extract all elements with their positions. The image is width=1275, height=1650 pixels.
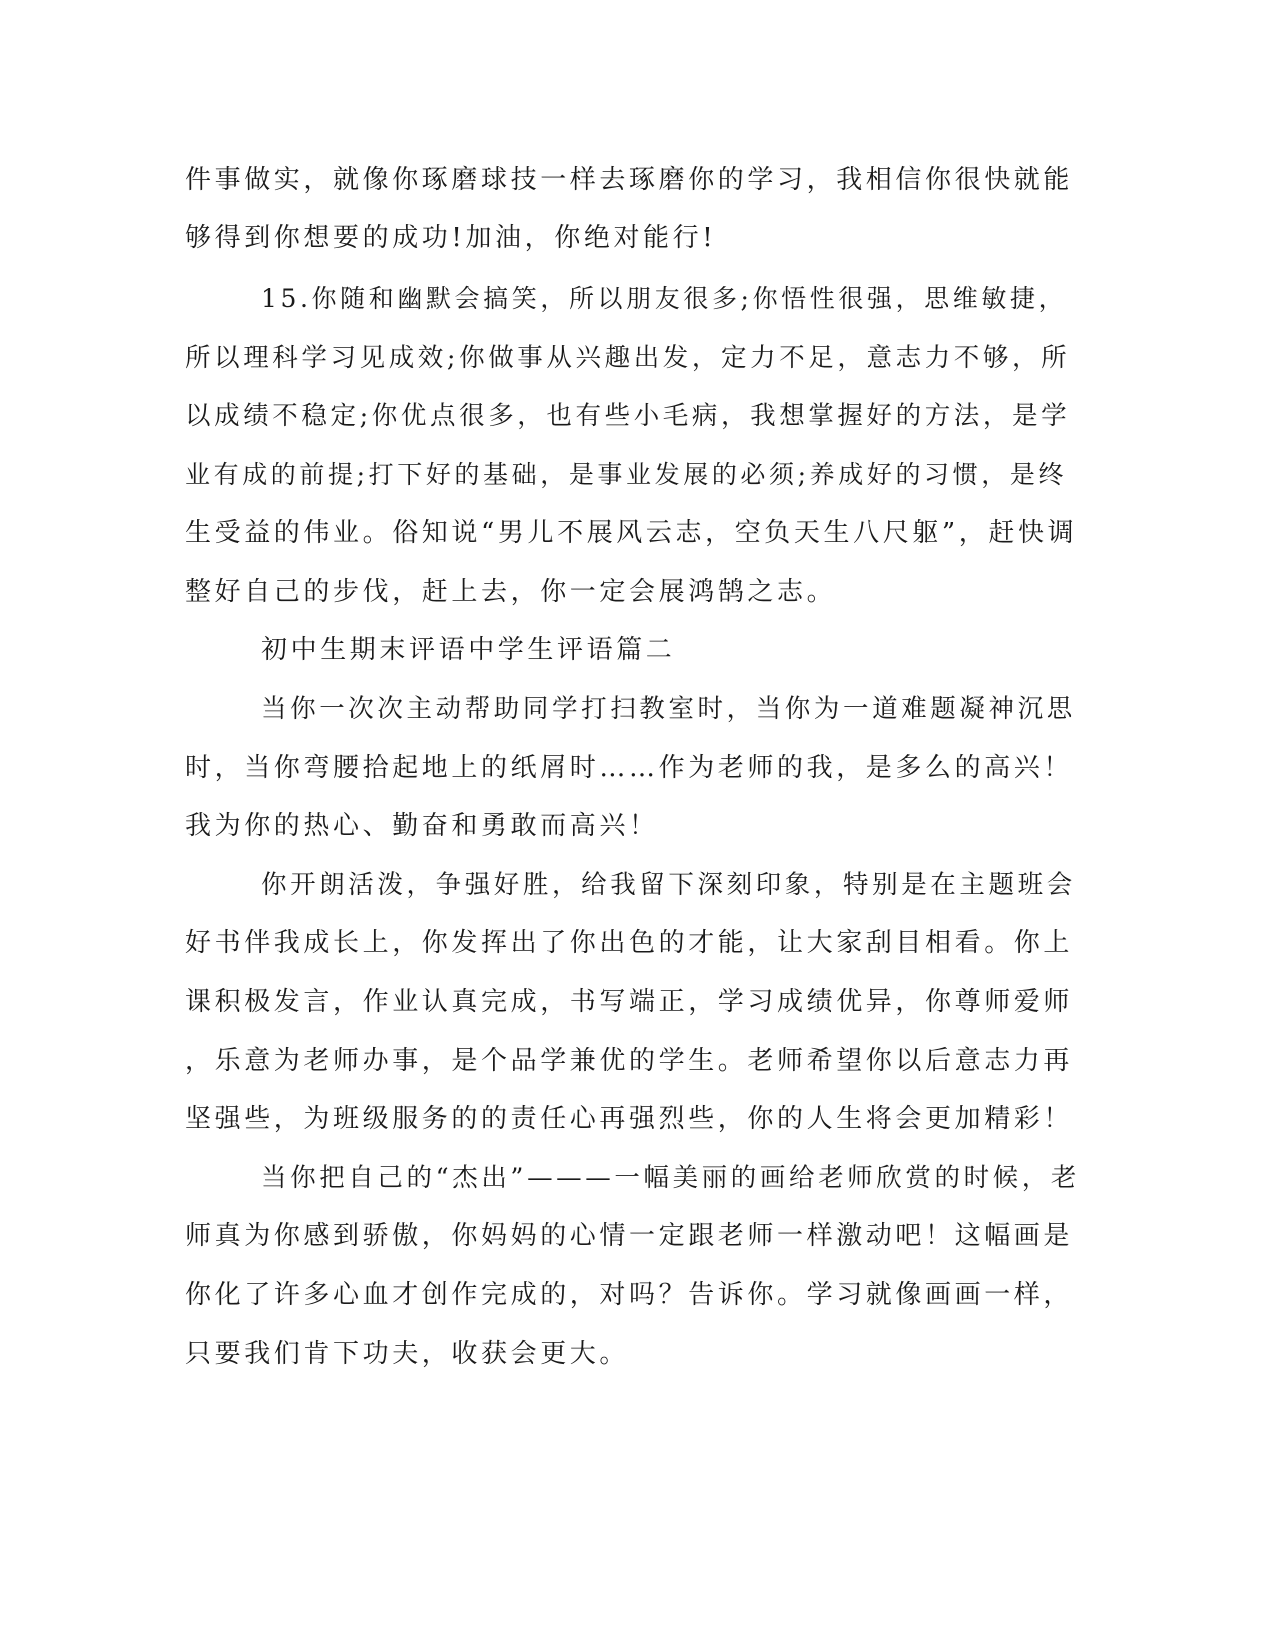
text-line: 好书伴我成长上，你发挥出了你出色的才能，让大家刮目相看。你上 [185,928,1074,958]
text-line: 坚强些，为班级服务的的责任心再强烈些，你的人生将会更加精彩！ [185,1104,1074,1134]
text-line: 件事做实，就像你琢磨球技一样去琢磨你的学习，我相信你很快就能 [185,165,1074,195]
text-line: ，乐意为老师办事，是个品学兼优的学生。老师希望你以后意志力再 [185,1046,1074,1076]
paragraph-15-line: 15.你随和幽默会搞笑，所以朋友很多;你悟性很强，思维敏捷， [261,284,1068,313]
text-line: 所以理科学习见成效;你做事从兴趣出发，定力不足，意志力不够，所 [185,343,1071,373]
text-line: 只要我们肯下功夫，收获会更大。 [185,1339,630,1369]
text-line: 课积极发言，作业认真完成，书写端正，学习成绩优异，你尊师爱师 [185,987,1074,1017]
text-line: 够得到你想要的成功!加油，你绝对能行! [185,223,717,253]
text-line: 整好自己的步伐，赶上去，你一定会展鸿鹄之志。 [185,577,837,607]
paragraph-line: 你开朗活泼，争强好胜，给我留下深刻印象，特别是在主题班会 [261,870,1076,900]
text-line: 业有成的前提;打下好的基础，是事业发展的必须;养成好的习惯，是终 [185,460,1068,489]
text-line: 你化了许多心血才创作完成的，对吗？告诉你。学习就像画画一样， [185,1280,1074,1310]
section-heading: 初中生期末评语中学生评语篇二 [261,635,676,665]
text-line: 师真为你感到骄傲，你妈妈的心情一定跟老师一样激动吧！这幅画是 [185,1221,1074,1251]
paragraph-line: 当你把自己的“杰出”———一幅美丽的画给老师欣赏的时候，老 [261,1163,1080,1193]
text-line: 以成绩不稳定;你优点很多，也有些小毛病，我想掌握好的方法，是学 [185,401,1071,431]
text-line: 时，当你弯腰拾起地上的纸屑时……作为老师的我，是多么的高兴！ [185,753,1074,783]
text-line: 生受益的伟业。俗知说“男儿不展风云志，空负天生八尺躯”，赶快调 [185,518,1078,548]
paragraph-line: 当你一次次主动帮助同学打扫教室时，当你为一道难题凝神沉思 [261,694,1076,724]
text-line: 我为你的热心、勤奋和勇敢而高兴！ [185,811,659,841]
